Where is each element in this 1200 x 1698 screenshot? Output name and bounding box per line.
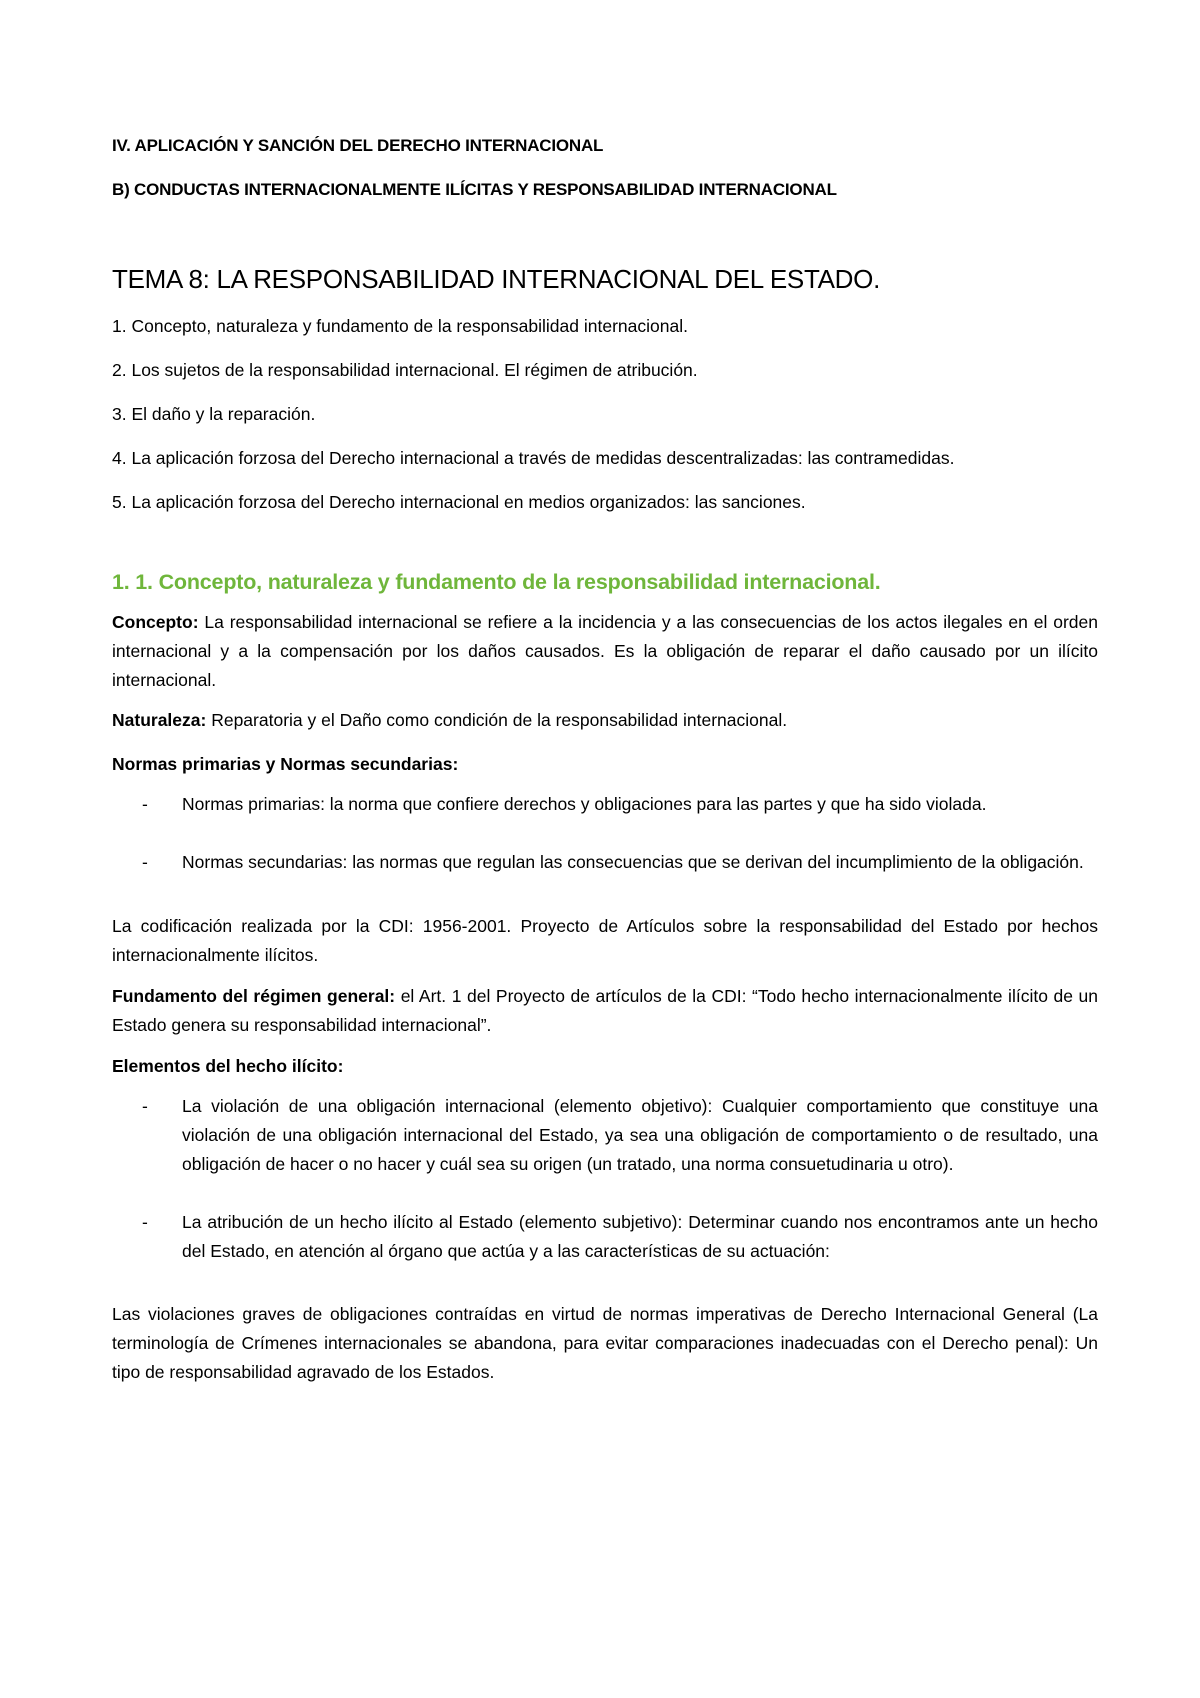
list-item — [142, 1092, 1098, 1179]
violaciones-paragraph: Las violaciones graves de obligaciones contraídas en virtud de normas imperativas de Derecho Internacional General (La terminología de Crímenes internacionales se abandona, para evitar comparaciones inadecuadas con el Derecho penal): Un tipo de responsabilidad agravado de los Estados. — [112, 1304, 1098, 1382]
naturaleza-paragraph — [112, 706, 1098, 735]
fundamento-text: el Art. 1 del Proyecto de artículos de la CDI: “Todo hecho internacionalmente ilícito de un Estado genera su responsabilidad internacional”. — [112, 986, 1098, 1035]
toc-text: La aplicación forzosa del Derecho internacional a través de medidas descentralizadas: las contramedidas. — [126, 448, 955, 468]
toc-text: El daño y la reparación. — [126, 404, 316, 424]
toc-text: Concepto, naturaleza y fundamento de la responsabilidad internacional. — [126, 316, 688, 336]
list-item — [142, 1208, 1098, 1266]
tema-title — [112, 264, 1098, 295]
naturaleza-text: Reparatoria y el Daño como condición de la responsabilidad internacional. — [206, 710, 788, 730]
toc-item-4 — [112, 448, 1098, 469]
bullet-dash: - — [142, 794, 148, 814]
bullet-dash: - — [142, 1212, 148, 1232]
codificacion-paragraph: La codificación realizada por la CDI: 1956-2001. Proyecto de Artículos sobre la responsabilidad del Estado por hechos internacionalmente ilícitos. — [112, 916, 1098, 965]
normas-heading-text: Normas primarias y Normas secundarias: — [112, 754, 459, 774]
concepto-text: La responsabilidad internacional se refiere a la incidencia y a las consecuencias de los actos ilegales en el orden internacional y a la compensación por los daños causados. Es la obligación de reparar el daño causado por un ilícito internacional. — [112, 612, 1098, 690]
toc-num: 3. — [112, 404, 127, 424]
toc-item-2 — [112, 360, 1098, 381]
list-item-text: Normas primarias: la norma que confiere derechos y obligaciones para las partes y que ha sido violada. — [182, 794, 987, 814]
bullet-dash: - — [142, 852, 148, 872]
fundamento-label: Fundamento del régimen general: — [112, 986, 396, 1006]
tema-title-period: . — [873, 264, 880, 294]
toc-num: 5. — [112, 492, 127, 512]
toc-item-1 — [112, 316, 1098, 337]
toc-num: 4. — [112, 448, 127, 468]
list-item-text: Normas secundarias: las normas que regulan las consecuencias que se derivan del incumplimiento de la obligación. — [182, 852, 1084, 872]
list-item-text: La violación de una obligación internacional (elemento objetivo): Cualquier comportamiento que constituye una violación de una obligación internacional del Estado, ya sea una obligación de comportamiento o de resultado, una obligación de hacer o no hacer y cuál sea su origen (un tratado, una norma consuetudinaria u otro). — [182, 1096, 1098, 1174]
toc-num: 1. — [112, 316, 127, 336]
part-heading: IV. APLICACIÓN Y SANCIÓN DEL DERECHO INTERNACIONAL — [112, 136, 604, 155]
toc-text: La aplicación forzosa del Derecho internacional en medios organizados: las sanciones. — [126, 492, 806, 512]
list-item — [142, 790, 1098, 819]
elementos-heading-text: Elementos del hecho ilícito: — [112, 1056, 344, 1076]
bullet-dash: - — [142, 1096, 148, 1116]
fundamento-paragraph — [112, 982, 1098, 1040]
subpart-heading: B) CONDUCTAS INTERNACIONALMENTE ILÍCITAS Y RESPONSABILIDAD INTERNACIONAL — [112, 180, 837, 199]
toc-item-5 — [112, 492, 1098, 513]
concepto-label: Concepto: — [112, 612, 199, 632]
section-heading: 1. 1. Concepto, naturaleza y fundamento de la responsabilidad internacional. — [112, 570, 881, 594]
toc-num: 2. — [112, 360, 127, 380]
toc-item-3 — [112, 404, 1098, 425]
tema-title-text: TEMA 8: LA RESPONSABILIDAD INTERNACIONAL DEL ESTADO — [112, 264, 874, 294]
naturaleza-label: Naturaleza: — [112, 710, 207, 730]
concepto-paragraph — [112, 608, 1098, 695]
toc-text: Los sujetos de la responsabilidad internacional. El régimen de atribución. — [126, 360, 698, 380]
list-item — [142, 848, 1098, 877]
list-item-text: La atribución de un hecho ilícito al Estado (elemento subjetivo): Determinar cuando nos encontramos ante un hecho del Estado, en atención al órgano que actúa y a las características de su actuación: — [182, 1212, 1098, 1261]
elementos-heading — [112, 1052, 1098, 1081]
normas-heading — [112, 750, 1098, 779]
